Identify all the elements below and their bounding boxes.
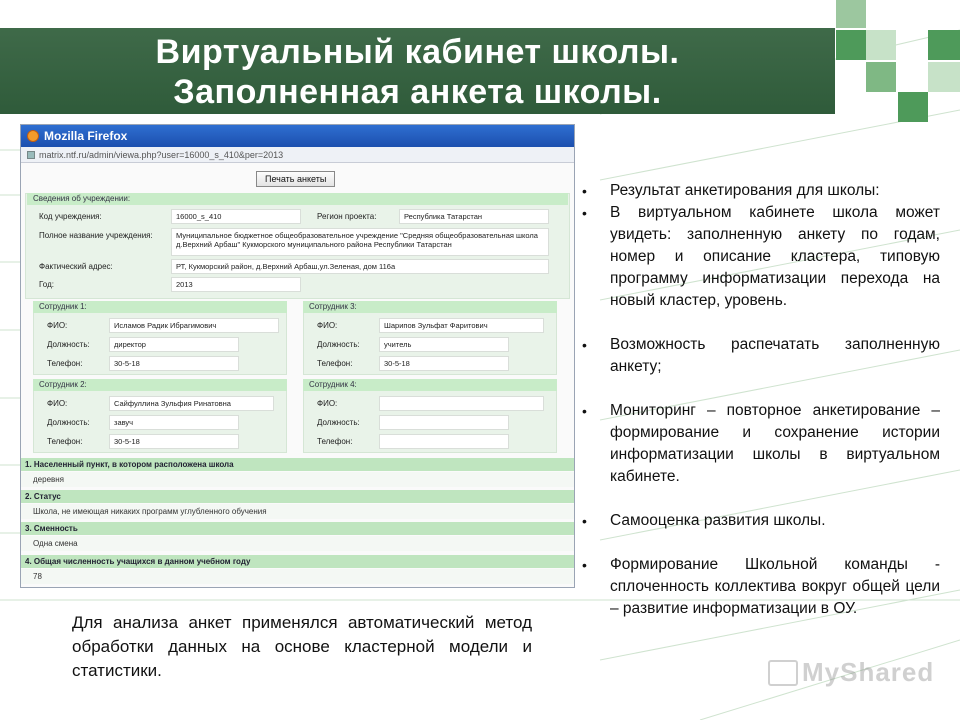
watermark-icon bbox=[768, 660, 798, 686]
fullname-label: Полное название учреждения: bbox=[39, 231, 153, 240]
answer-4: 78 bbox=[21, 569, 574, 584]
fio-label: ФИО: bbox=[47, 399, 68, 408]
address-url[interactable]: matrix.ntf.ru/admin/viewa.php?user=16000_s_410&per=2013 bbox=[39, 149, 284, 160]
decor-square bbox=[928, 62, 960, 92]
institution-header: Сведения об учреждении: bbox=[27, 193, 568, 205]
bullet-text: Самооценка развития школы. bbox=[610, 512, 826, 529]
employee-2-phone[interactable]: 30-5-18 bbox=[109, 434, 239, 449]
region-field[interactable]: Республика Татарстан bbox=[399, 209, 549, 224]
region-label: Регион проекта: bbox=[317, 212, 377, 221]
bullet-text: Возможность распечатать заполненную анкету; bbox=[610, 336, 940, 375]
employee-2-fio[interactable]: Сайфуллина Зульфия Ринатовна bbox=[109, 396, 274, 411]
bullet-item bbox=[580, 510, 940, 532]
bullet-item bbox=[580, 180, 940, 202]
code-field[interactable]: 16000_s_410 bbox=[171, 209, 301, 224]
watermark: MyShared bbox=[802, 657, 935, 687]
firefox-icon bbox=[27, 130, 39, 142]
bullet-dot: • bbox=[582, 403, 587, 419]
question-1: 1. Населенный пункт, в котором расположена школа bbox=[21, 458, 574, 471]
decor-square bbox=[866, 62, 896, 92]
position-label: Должность: bbox=[47, 340, 90, 349]
print-form-button[interactable]: Печать анкеты bbox=[256, 171, 335, 187]
bullet-text: В виртуальном кабинете школа может увидеть: заполненную анкету по годам, номер и описание кластера, типовую программу информатизации перехода на новый кластер, уровень. bbox=[610, 204, 940, 309]
question-4: 4. Общая численность учащихся в данном учебном году bbox=[21, 555, 574, 568]
bullet-text: Мониторинг – повторное анкетирование – формирование и сохранение истории информатизации школы в виртуальном кабинете. bbox=[610, 402, 940, 485]
phone-label: Телефон: bbox=[317, 437, 353, 446]
position-label: Должность: bbox=[317, 340, 360, 349]
employee-4-position[interactable] bbox=[379, 415, 509, 430]
code-label: Код учреждения: bbox=[39, 212, 102, 221]
browser-screenshot bbox=[20, 124, 575, 588]
employee-3-fio[interactable]: Шарипов Зульфат Фаритович bbox=[379, 318, 544, 333]
question-2: 2. Статус bbox=[21, 490, 574, 503]
bullet-item bbox=[580, 202, 940, 312]
answer-2: Школа, не имеющая никаких программ углубленного обучения bbox=[21, 504, 574, 519]
decor-square bbox=[836, 30, 866, 60]
answer-3: Одна смена bbox=[21, 536, 574, 551]
year-label: Год: bbox=[39, 280, 54, 289]
bullet-item bbox=[580, 554, 940, 620]
employee-1-phone[interactable]: 30-5-18 bbox=[109, 356, 239, 371]
position-label: Должность: bbox=[47, 418, 90, 427]
title-line-2: Заполненная анкета школы. bbox=[173, 73, 662, 111]
employee-3-phone[interactable]: 30-5-18 bbox=[379, 356, 509, 371]
phone-label: Телефон: bbox=[47, 437, 83, 446]
employee-1-position[interactable]: директор bbox=[109, 337, 239, 352]
bullet-list bbox=[580, 180, 940, 620]
employee-header-2: Сотрудник 2: bbox=[33, 379, 287, 391]
bullet-dot: • bbox=[582, 513, 587, 529]
bullet-dot: • bbox=[582, 183, 587, 199]
bullet-item bbox=[580, 400, 940, 488]
decor-square bbox=[898, 92, 928, 122]
phone-label: Телефон: bbox=[317, 359, 353, 368]
employee-2-position[interactable]: завуч bbox=[109, 415, 239, 430]
decor-square bbox=[836, 0, 866, 28]
bullet-dot: • bbox=[582, 557, 587, 573]
address-label: Фактический адрес: bbox=[39, 262, 113, 271]
employee-1-fio[interactable]: Исламов Радик Ибрагимович bbox=[109, 318, 279, 333]
bullet-text: Результат анкетирования для школы: bbox=[610, 182, 880, 199]
decor-square bbox=[928, 30, 960, 60]
analysis-paragraph: Для анализа анкет применялся автоматический метод обработки данных на основе кластерной модели и статистики. bbox=[72, 613, 532, 680]
employee-3-position[interactable]: учитель bbox=[379, 337, 509, 352]
page-icon bbox=[27, 151, 35, 159]
browser-window-title: Mozilla Firefox bbox=[44, 129, 128, 143]
question-3: 3. Сменность bbox=[21, 522, 574, 535]
answer-1: деревня bbox=[21, 472, 574, 487]
position-label: Должность: bbox=[317, 418, 360, 427]
fio-label: ФИО: bbox=[317, 321, 338, 330]
title-line-1: Виртуальный кабинет школы. bbox=[155, 33, 680, 71]
employee-4-fio[interactable] bbox=[379, 396, 544, 411]
employee-header-1: Сотрудник 1: bbox=[33, 301, 287, 313]
bullet-item bbox=[580, 334, 940, 378]
year-field[interactable]: 2013 bbox=[171, 277, 301, 292]
fullname-field[interactable]: Муниципальное бюджетное общеобразовательное учреждение "Средняя общеобразовательная школа д.Верхний Арбаш" Кукморского муниципального района Республики Татарстан bbox=[171, 228, 549, 256]
address-bar[interactable] bbox=[21, 147, 574, 163]
browser-title-bar bbox=[21, 125, 574, 147]
address-field[interactable]: РТ, Кукморский район, д.Верхний Арбаш,ул.Зеленая, дом 116а bbox=[171, 259, 549, 274]
employee-4-phone[interactable] bbox=[379, 434, 509, 449]
decor-square bbox=[866, 30, 896, 60]
bullet-dot: • bbox=[582, 337, 587, 353]
bullet-text: Формирование Школьной команды - сплоченность коллектива вокруг общей цели – развитие информатизации в ОУ. bbox=[610, 556, 940, 617]
employee-header-4: Сотрудник 4: bbox=[303, 379, 557, 391]
employee-header-3: Сотрудник 3: bbox=[303, 301, 557, 313]
bullet-dot: • bbox=[582, 205, 587, 221]
fio-label: ФИО: bbox=[47, 321, 68, 330]
slide-title bbox=[0, 32, 835, 112]
phone-label: Телефон: bbox=[47, 359, 83, 368]
fio-label: ФИО: bbox=[317, 399, 338, 408]
